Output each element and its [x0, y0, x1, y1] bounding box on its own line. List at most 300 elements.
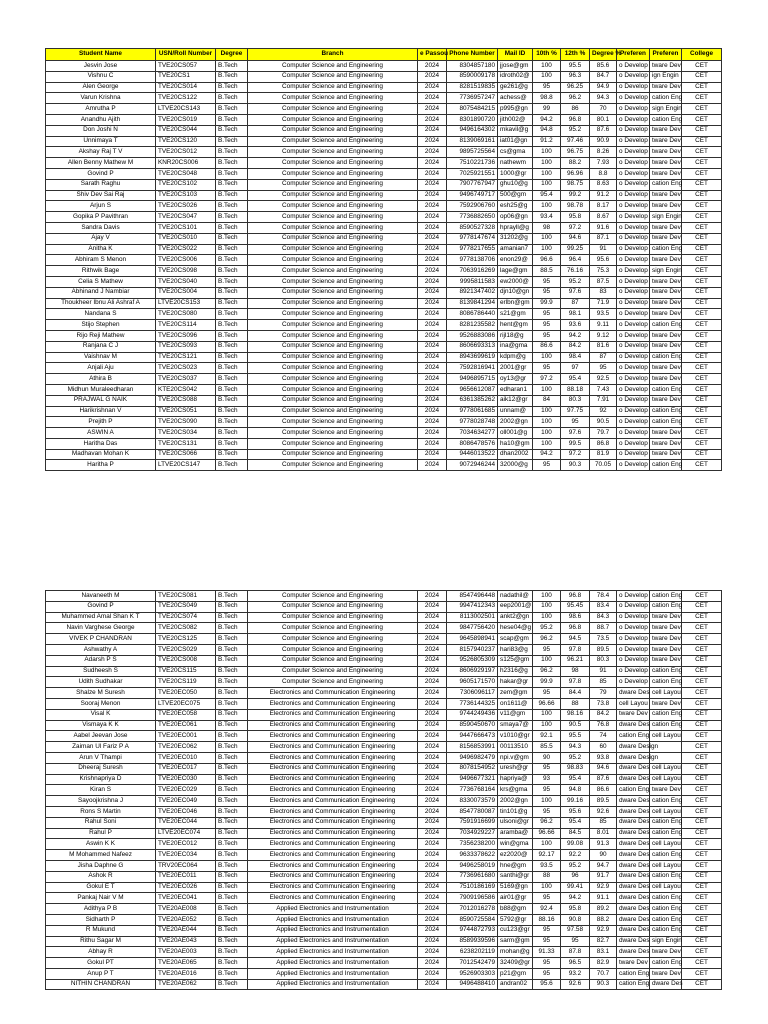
- cell-preference-2: sign Engin: [650, 212, 682, 223]
- cell-passout-year: 2024: [418, 168, 447, 179]
- table-row: [46, 320, 722, 331]
- cell-degree: B.Tech: [216, 320, 248, 331]
- cell-degree: B.Tech: [216, 947, 248, 958]
- cell-preference-2: cation Eng: [650, 677, 682, 688]
- cell-phone: 8589939596: [447, 936, 498, 947]
- header-tenth-percent: 10th %: [533, 49, 561, 61]
- cell-branch: Electronics and Communication Engineering: [248, 698, 418, 709]
- cell-preference-2: cell Layou: [650, 763, 682, 774]
- table-row: [46, 677, 722, 688]
- cell-passout-year: 2024: [418, 147, 447, 158]
- cell-phone: 9895725564: [447, 147, 498, 158]
- cell-passout-year: 2024: [418, 806, 447, 817]
- cell-tenth-percent: 100: [533, 71, 561, 82]
- cell-usn: TVE20AE062: [156, 979, 216, 990]
- cell-mail-id: s21@gm: [498, 309, 533, 320]
- cell-usn: TVE20EC049: [156, 796, 216, 807]
- cell-twelfth-percent: 97.46: [561, 136, 590, 147]
- cell-tenth-percent: 95: [533, 363, 561, 374]
- table-row: [46, 806, 722, 817]
- cell-degree-percent: 80.1: [590, 114, 617, 125]
- cell-mail-id: djn10@gn: [498, 287, 533, 298]
- cell-preference-1: dware Des: [617, 688, 650, 699]
- table-row: [46, 796, 722, 807]
- cell-tenth-percent: 94.2: [533, 449, 561, 460]
- cell-mail-id: hari83@g: [498, 644, 533, 655]
- cell-twelfth-percent: 97.6: [561, 428, 590, 439]
- cell-tenth-percent: 97.2: [533, 374, 561, 385]
- cell-branch: Computer Science and Engineering: [248, 298, 418, 309]
- cell-usn: TVE20CS120: [156, 136, 216, 147]
- cell-preference-1: o Develop: [617, 677, 650, 688]
- cell-phone: 8547780087: [447, 806, 498, 817]
- table-row: [46, 893, 722, 904]
- cell-degree: B.Tech: [216, 817, 248, 828]
- cell-phone: 9446013522: [447, 449, 498, 460]
- cell-branch: Electronics and Communication Engineering: [248, 785, 418, 796]
- cell-degree: B.Tech: [216, 666, 248, 677]
- table-row: [46, 720, 722, 731]
- cell-preference-1: o Develop: [617, 374, 650, 385]
- cell-phone: 7736144325: [447, 698, 498, 709]
- cell-twelfth-percent: 99.2: [561, 190, 590, 201]
- cell-mail-id: mohan@g: [498, 947, 533, 958]
- cell-student-name: Ashwathy A: [46, 644, 156, 655]
- cell-student-name: Vishnu C: [46, 71, 156, 82]
- cell-degree-percent: 73.5: [590, 634, 617, 645]
- cell-usn: TVE20AE043: [156, 936, 216, 947]
- cell-preference-2: tware Dev: [650, 309, 682, 320]
- cell-student-name: Sandra Davis: [46, 222, 156, 233]
- cell-twelfth-percent: 94.8: [561, 785, 590, 796]
- cell-tenth-percent: 88: [533, 871, 561, 882]
- cell-preference-2: cation Eng: [650, 93, 682, 104]
- cell-mail-id: ulsoni@gr: [498, 817, 533, 828]
- cell-student-name: Varun Krishna: [46, 93, 156, 104]
- cell-college: CET: [682, 882, 722, 893]
- cell-college: CET: [682, 677, 722, 688]
- cell-college: CET: [682, 212, 722, 223]
- cell-tenth-percent: 100: [533, 796, 561, 807]
- cell-usn: TVE20CS066: [156, 449, 216, 460]
- cell-usn: TVE20CS101: [156, 222, 216, 233]
- cell-preference-1: o Develop: [617, 147, 650, 158]
- cell-passout-year: 2024: [418, 374, 447, 385]
- cell-degree-percent: 71.9: [590, 298, 617, 309]
- cell-passout-year: 2024: [418, 276, 447, 287]
- cell-preference-2: cation Eng: [650, 406, 682, 417]
- cell-degree: B.Tech: [216, 591, 248, 602]
- cell-mail-id: kdpm@g: [498, 352, 533, 363]
- cell-passout-year: 2024: [418, 644, 447, 655]
- cell-usn: TVE20CS088: [156, 395, 216, 406]
- cell-phone: 8139841294: [447, 298, 498, 309]
- cell-preference-1: o Develop: [617, 266, 650, 277]
- cell-degree-percent: 7.93: [590, 158, 617, 169]
- cell-usn: TVE20CS008: [156, 655, 216, 666]
- cell-college: CET: [682, 591, 722, 602]
- cell-usn: TVE20CS093: [156, 341, 216, 352]
- cell-student-name: Haritha P: [46, 460, 156, 471]
- cell-degree-percent: 87: [590, 352, 617, 363]
- cell-mail-id: scap@gm: [498, 634, 533, 645]
- cell-usn: TVE20CS019: [156, 114, 216, 125]
- cell-mail-id: lage@gm: [498, 266, 533, 277]
- cell-tenth-percent: 95: [533, 287, 561, 298]
- cell-student-name: Rijo Reji Mathew: [46, 330, 156, 341]
- cell-passout-year: 2024: [418, 320, 447, 331]
- cell-degree-percent: 94.7: [590, 860, 617, 871]
- cell-preference-1: o Develop: [617, 428, 650, 439]
- cell-mail-id: 31202@g: [498, 233, 533, 244]
- cell-branch: Computer Science and Engineering: [248, 655, 418, 666]
- cell-preference-2: cation Eng: [650, 893, 682, 904]
- cell-mail-id: edharan1: [498, 384, 533, 395]
- cell-tenth-percent: 100: [533, 438, 561, 449]
- cell-branch: Applied Electronics and Instrumentation: [248, 925, 418, 936]
- cell-preference-1: o Develop: [617, 212, 650, 223]
- cell-degree: B.Tech: [216, 136, 248, 147]
- cell-college: CET: [682, 320, 722, 331]
- cell-preference-2: tware Dev: [650, 438, 682, 449]
- cell-degree: B.Tech: [216, 114, 248, 125]
- cell-tenth-percent: 95.4: [533, 190, 561, 201]
- cell-degree: B.Tech: [216, 688, 248, 699]
- cell-degree: B.Tech: [216, 276, 248, 287]
- cell-student-name: Shalze M Suresh: [46, 688, 156, 699]
- cell-college: CET: [682, 720, 722, 731]
- cell-passout-year: 2024: [418, 384, 447, 395]
- cell-preference-1: o Develop: [617, 309, 650, 320]
- cell-college: CET: [682, 742, 722, 753]
- cell-passout-year: 2024: [418, 882, 447, 893]
- header-preference-2: Preferen: [650, 49, 682, 61]
- cell-degree: B.Tech: [216, 298, 248, 309]
- cell-degree: B.Tech: [216, 612, 248, 623]
- cell-preference-2: tware Dev: [650, 168, 682, 179]
- cell-usn: TVE20CS074: [156, 612, 216, 623]
- cell-degree: B.Tech: [216, 904, 248, 915]
- cell-phone: 8606929197: [447, 666, 498, 677]
- cell-college: CET: [682, 82, 722, 93]
- cell-branch: Computer Science and Engineering: [248, 363, 418, 374]
- cell-degree: B.Tech: [216, 384, 248, 395]
- cell-degree: B.Tech: [216, 914, 248, 925]
- cell-usn: TVE20CS1: [156, 71, 216, 82]
- cell-degree: B.Tech: [216, 222, 248, 233]
- cell-degree: B.Tech: [216, 871, 248, 882]
- cell-tenth-percent: 88.16: [533, 914, 561, 925]
- cell-degree: B.Tech: [216, 104, 248, 115]
- cell-degree: B.Tech: [216, 428, 248, 439]
- cell-tenth-percent: 95: [533, 925, 561, 936]
- cell-mail-id: 1000@gr: [498, 168, 533, 179]
- cell-student-name: Allen Benny Mathew M: [46, 158, 156, 169]
- cell-mail-id: 32409@gr: [498, 958, 533, 969]
- cell-preference-2: cation Eng: [650, 114, 682, 125]
- cell-preference-2: cation Eng: [650, 871, 682, 882]
- cell-degree-percent: 85: [590, 677, 617, 688]
- cell-student-name: Adithya P B: [46, 904, 156, 915]
- cell-preference-2: tware Dev: [650, 201, 682, 212]
- cell-preference-2: cation Eng: [650, 709, 682, 720]
- cell-preference-1: o Develop: [617, 136, 650, 147]
- cell-twelfth-percent: 96.75: [561, 147, 590, 158]
- table-row: [46, 449, 722, 460]
- cell-degree: B.Tech: [216, 806, 248, 817]
- cell-college: CET: [682, 968, 722, 979]
- cell-degree-percent: 7.43: [590, 384, 617, 395]
- cell-degree: B.Tech: [216, 212, 248, 223]
- cell-preference-2: cation Eng: [650, 601, 682, 612]
- table-row: [46, 244, 722, 255]
- cell-passout-year: 2024: [418, 698, 447, 709]
- cell-usn: TVE20EC017: [156, 763, 216, 774]
- cell-phone: 9526805309: [447, 655, 498, 666]
- cell-degree: B.Tech: [216, 655, 248, 666]
- cell-preference-1: o Develop: [617, 384, 650, 395]
- cell-degree: B.Tech: [216, 417, 248, 428]
- cell-tenth-percent: 100: [533, 612, 561, 623]
- cell-tenth-percent: 95: [533, 958, 561, 969]
- cell-twelfth-percent: 95.2: [561, 860, 590, 871]
- cell-student-name: Gokul E T: [46, 882, 156, 893]
- cell-passout-year: 2024: [418, 958, 447, 969]
- cell-college: CET: [682, 688, 722, 699]
- cell-mail-id: uresh@gr: [498, 763, 533, 774]
- table-row: [46, 255, 722, 266]
- cell-student-name: Adarsh P S: [46, 655, 156, 666]
- cell-mail-id: hapriya@: [498, 774, 533, 785]
- cell-usn: TVE20AE008: [156, 904, 216, 915]
- cell-twelfth-percent: 95: [561, 417, 590, 428]
- cell-phone: 8281235582: [447, 320, 498, 331]
- cell-mail-id: zem@gm: [498, 688, 533, 699]
- cell-twelfth-percent: 90.3: [561, 460, 590, 471]
- cell-college: CET: [682, 125, 722, 136]
- cell-preference-2: tware Dev: [650, 125, 682, 136]
- cell-college: CET: [682, 222, 722, 233]
- cell-degree: B.Tech: [216, 979, 248, 990]
- cell-mail-id: amanian7: [498, 244, 533, 255]
- cell-usn: TVE20CS090: [156, 417, 216, 428]
- cell-usn: TVE20CS081: [156, 591, 216, 602]
- cell-phone: 7034634277: [447, 428, 498, 439]
- cell-twelfth-percent: 94.2: [561, 893, 590, 904]
- cell-tenth-percent: 100: [533, 417, 561, 428]
- cell-student-name: Anjali Aju: [46, 363, 156, 374]
- cell-phone: 8590527328: [447, 222, 498, 233]
- cell-student-name: Nandana S: [46, 309, 156, 320]
- cell-twelfth-percent: 96.4: [561, 255, 590, 266]
- cell-twelfth-percent: 95: [561, 936, 590, 947]
- cell-degree: B.Tech: [216, 677, 248, 688]
- cell-twelfth-percent: 98.4: [561, 352, 590, 363]
- cell-twelfth-percent: 80.3: [561, 395, 590, 406]
- cell-twelfth-percent: 99.08: [561, 839, 590, 850]
- cell-mail-id: air01@gr: [498, 893, 533, 904]
- cell-passout-year: 2024: [418, 774, 447, 785]
- cell-college: CET: [682, 958, 722, 969]
- cell-degree-percent: 94.3: [590, 93, 617, 104]
- cell-branch: Computer Science and Engineering: [248, 309, 418, 320]
- cell-college: CET: [682, 914, 722, 925]
- cell-phone: 9496488410: [447, 979, 498, 990]
- table-row: [46, 428, 722, 439]
- cell-college: CET: [682, 330, 722, 341]
- cell-passout-year: 2024: [418, 222, 447, 233]
- cell-twelfth-percent: 95.5: [561, 731, 590, 742]
- cell-degree: B.Tech: [216, 374, 248, 385]
- cell-degree-percent: 91.2: [590, 190, 617, 201]
- cell-student-name: Harikrishnan V: [46, 406, 156, 417]
- table-row: [46, 104, 722, 115]
- cell-degree-percent: 83: [590, 287, 617, 298]
- cell-student-name: Sayoojkrishna J: [46, 796, 156, 807]
- cell-preference-1: dware Des: [617, 893, 650, 904]
- cell-tenth-percent: 92.1: [533, 731, 561, 742]
- table-row: [46, 882, 722, 893]
- cell-twelfth-percent: 87.8: [561, 947, 590, 958]
- header-passout-year: e Passou: [418, 49, 447, 61]
- cell-tenth-percent: 93.5: [533, 860, 561, 871]
- cell-twelfth-percent: 98.1: [561, 309, 590, 320]
- cell-mail-id: win@gma: [498, 839, 533, 850]
- cell-degree-percent: 8.8: [590, 168, 617, 179]
- cell-degree-percent: 91.6: [590, 222, 617, 233]
- cell-student-name: Udith Sudhakar: [46, 677, 156, 688]
- cell-degree: B.Tech: [216, 763, 248, 774]
- cell-preference-1: o Develop: [617, 61, 650, 72]
- cell-twelfth-percent: 97.6: [561, 287, 590, 298]
- cell-usn: TVE20EC058: [156, 709, 216, 720]
- cell-phone: 9496258019: [447, 860, 498, 871]
- cell-degree: B.Tech: [216, 93, 248, 104]
- table-row: [46, 904, 722, 915]
- cell-preference-2: tware Dev: [650, 623, 682, 634]
- table-row: [46, 785, 722, 796]
- cell-degree-percent: 92.9: [590, 925, 617, 936]
- cell-twelfth-percent: 99.25: [561, 244, 590, 255]
- cell-mail-id: on1611@: [498, 698, 533, 709]
- cell-student-name: Abhinand J Nambiar: [46, 287, 156, 298]
- cell-tenth-percent: 92.17: [533, 850, 561, 861]
- cell-usn: TVE20EC010: [156, 752, 216, 763]
- cell-twelfth-percent: 97.75: [561, 406, 590, 417]
- cell-phone: 8304857180: [447, 61, 498, 72]
- cell-twelfth-percent: 96.2: [561, 93, 590, 104]
- cell-preference-1: dware Des: [617, 914, 650, 925]
- cell-degree-percent: 92: [590, 406, 617, 417]
- header-branch: Branch: [248, 49, 418, 61]
- table-row: [46, 925, 722, 936]
- cell-preference-2: tware Dev: [650, 428, 682, 439]
- cell-mail-id: nadathil@: [498, 591, 533, 602]
- cell-passout-year: 2024: [418, 677, 447, 688]
- cell-student-name: NITHIN CHANDRAN: [46, 979, 156, 990]
- cell-passout-year: 2024: [418, 449, 447, 460]
- cell-preference-1: o Develop: [617, 341, 650, 352]
- cell-usn: TVE20CS057: [156, 61, 216, 72]
- cell-degree: B.Tech: [216, 634, 248, 645]
- cell-student-name: Unnimaya T: [46, 136, 156, 147]
- cell-mail-id: ha10@gm: [498, 438, 533, 449]
- cell-preference-1: cation Eng: [617, 979, 650, 990]
- cell-twelfth-percent: 99.16: [561, 796, 590, 807]
- cell-usn: TVE20EC012: [156, 839, 216, 850]
- cell-phone: 7592816941: [447, 363, 498, 374]
- cell-student-name: Anup P T: [46, 968, 156, 979]
- table-row: [46, 817, 722, 828]
- cell-degree-percent: 87.6: [590, 125, 617, 136]
- cell-mail-id: 32000@g: [498, 460, 533, 471]
- cell-phone: 8590009178: [447, 71, 498, 82]
- cell-preference-2: cation Eng: [650, 850, 682, 861]
- cell-phone: 8078154952: [447, 763, 498, 774]
- cell-preference-2: cation Eng: [650, 179, 682, 190]
- table-body-top: [46, 61, 722, 471]
- cell-branch: Electronics and Communication Engineering: [248, 742, 418, 753]
- cell-twelfth-percent: 84.2: [561, 341, 590, 352]
- cell-tenth-percent: 95: [533, 806, 561, 817]
- cell-passout-year: 2024: [418, 244, 447, 255]
- cell-tenth-percent: 99: [533, 104, 561, 115]
- cell-tenth-percent: 100: [533, 601, 561, 612]
- cell-mail-id: oy13@gr: [498, 374, 533, 385]
- cell-student-name: Rahul Soni: [46, 817, 156, 828]
- cell-tenth-percent: 95: [533, 330, 561, 341]
- cell-college: CET: [682, 179, 722, 190]
- cell-twelfth-percent: 94.6: [561, 233, 590, 244]
- cell-mail-id: achess@: [498, 93, 533, 104]
- cell-degree: B.Tech: [216, 860, 248, 871]
- cell-college: CET: [682, 71, 722, 82]
- cell-preference-1: o Develop: [617, 623, 650, 634]
- cell-student-name: ASWIN A: [46, 428, 156, 439]
- cell-twelfth-percent: 92.2: [561, 850, 590, 861]
- cell-mail-id: esh25@g: [498, 201, 533, 212]
- cell-phone: 7736882650: [447, 212, 498, 223]
- cell-preference-1: dware Des: [617, 828, 650, 839]
- cell-branch: Computer Science and Engineering: [248, 438, 418, 449]
- cell-college: CET: [682, 298, 722, 309]
- cell-twelfth-percent: 98.78: [561, 201, 590, 212]
- cell-student-name: Vismaya K K: [46, 720, 156, 731]
- cell-mail-id: v11@gm: [498, 709, 533, 720]
- cell-degree: B.Tech: [216, 309, 248, 320]
- cell-usn: TVE20CS125: [156, 634, 216, 645]
- cell-phone: 9633378622: [447, 850, 498, 861]
- cell-branch: Computer Science and Engineering: [248, 147, 418, 158]
- cell-mail-id: hese04@g: [498, 623, 533, 634]
- cell-phone: 8156853991: [447, 742, 498, 753]
- cell-degree-percent: 89.5: [590, 644, 617, 655]
- table-row: [46, 979, 722, 990]
- cell-degree: B.Tech: [216, 893, 248, 904]
- cell-preference-2: cation Eng: [650, 958, 682, 969]
- cell-degree: B.Tech: [216, 623, 248, 634]
- cell-passout-year: 2024: [418, 828, 447, 839]
- cell-student-name: PRAJWAL G NAIK: [46, 395, 156, 406]
- cell-branch: Computer Science and Engineering: [248, 612, 418, 623]
- cell-degree: B.Tech: [216, 179, 248, 190]
- cell-degree: B.Tech: [216, 882, 248, 893]
- cell-student-name: Rithwik Bage: [46, 266, 156, 277]
- cell-preference-1: o Develop: [617, 449, 650, 460]
- cell-preference-1: o Develop: [617, 417, 650, 428]
- cell-twelfth-percent: 95.8: [561, 212, 590, 223]
- cell-college: CET: [682, 655, 722, 666]
